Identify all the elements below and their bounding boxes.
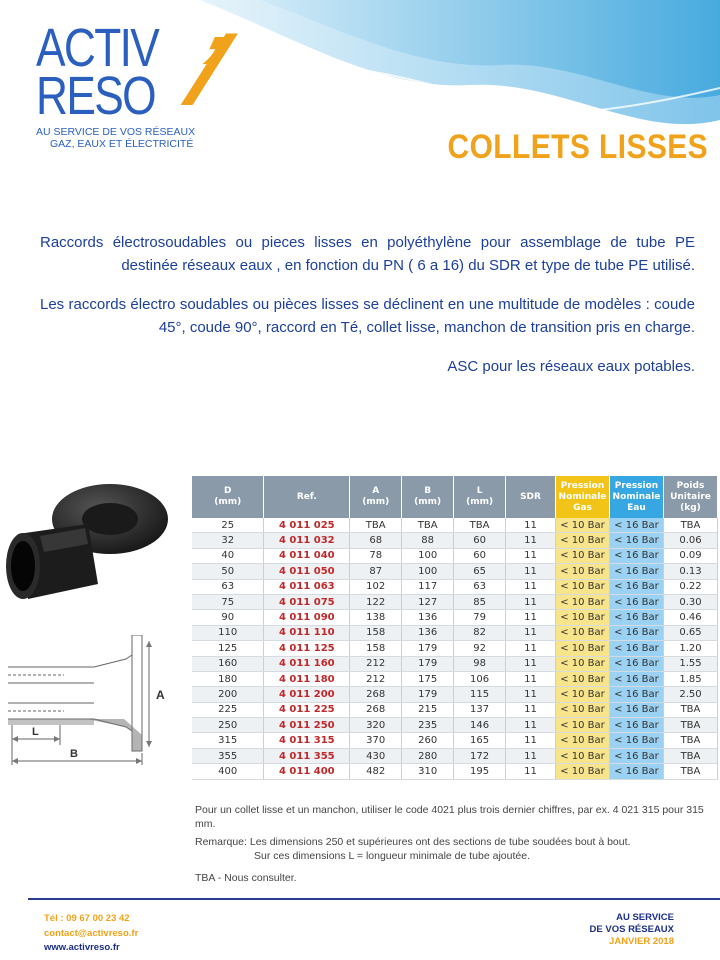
cell-l: TBA [454, 518, 506, 533]
cell-ref: 4 011 355 [264, 748, 350, 763]
cell-d: 355 [192, 748, 264, 763]
cell-l: 85 [454, 594, 506, 609]
cell-ref: 4 011 075 [264, 594, 350, 609]
cell-a: 482 [350, 764, 402, 779]
drawing-label-b: B [70, 748, 78, 760]
table-row [192, 733, 718, 748]
cell-poids: 0.22 [663, 579, 717, 594]
cell-poids: TBA [663, 748, 717, 763]
cell-a: 87 [350, 564, 402, 579]
cell-pression-eau: < 16 Bar [609, 656, 663, 671]
cell-l: 60 [454, 533, 506, 548]
cell-l: 98 [454, 656, 506, 671]
cell-pression-gas: < 10 Bar [555, 702, 609, 717]
cell-b: 136 [402, 625, 454, 640]
cell-b: 215 [402, 702, 454, 717]
header-d: D (mm) [192, 476, 264, 518]
cell-a: TBA [350, 518, 402, 533]
cell-ref: 4 011 063 [264, 579, 350, 594]
tagline [36, 126, 195, 150]
cell-ref: 4 011 050 [264, 564, 350, 579]
table-row [192, 764, 718, 779]
cell-pression-eau: < 16 Bar [609, 733, 663, 748]
cell-pression-eau: < 16 Bar [609, 564, 663, 579]
table-row [192, 702, 718, 717]
cell-poids: TBA [663, 718, 717, 733]
table-row [192, 594, 718, 609]
table-row [192, 610, 718, 625]
cell-poids: TBA [663, 518, 717, 533]
cell-l: 79 [454, 610, 506, 625]
cell-ref: 4 011 225 [264, 702, 350, 717]
table-row [192, 518, 718, 533]
cell-pression-gas: < 10 Bar [555, 610, 609, 625]
cell-a: 158 [350, 641, 402, 656]
cell-d: 32 [192, 533, 264, 548]
dimensions-table-container [192, 476, 718, 780]
table-row [192, 641, 718, 656]
cell-l: 137 [454, 702, 506, 717]
table-row [192, 564, 718, 579]
cell-b: 100 [402, 564, 454, 579]
header-pression-gas: Pression Nominale Gas [555, 476, 609, 518]
footer-date: JANVIER 2018 [609, 936, 674, 947]
cell-pression-gas: < 10 Bar [555, 748, 609, 763]
cell-sdr: 11 [506, 718, 556, 733]
cell-l: 146 [454, 718, 506, 733]
cell-ref: 4 011 160 [264, 656, 350, 671]
cell-sdr: 11 [506, 533, 556, 548]
table-row [192, 687, 718, 702]
cell-d: 25 [192, 518, 264, 533]
drawing-label-l: L [32, 726, 39, 738]
intro-paragraph-2: Les raccords électro soudables ou pièces lisses se déclinent en une multitude de modèles : coude 45°, coude 90°, raccord en Té, collet lisse, manchon de transition pris en charge. [40, 296, 695, 336]
note-tba: TBA - Nous consulter. [195, 872, 297, 884]
cell-pression-eau: < 16 Bar [609, 702, 663, 717]
cell-sdr: 11 [506, 594, 556, 609]
cell-sdr: 11 [506, 764, 556, 779]
cell-sdr: 11 [506, 518, 556, 533]
cell-pression-eau: < 16 Bar [609, 518, 663, 533]
cell-l: 195 [454, 764, 506, 779]
footer-contact [44, 912, 138, 956]
cell-a: 158 [350, 625, 402, 640]
header-l: L (mm) [454, 476, 506, 518]
table-row [192, 548, 718, 563]
cell-b: 127 [402, 594, 454, 609]
cell-a: 212 [350, 671, 402, 686]
cell-sdr: 11 [506, 702, 556, 717]
cell-b: 88 [402, 533, 454, 548]
cell-a: 268 [350, 702, 402, 717]
cell-d: 40 [192, 548, 264, 563]
cell-a: 268 [350, 687, 402, 702]
cell-l: 63 [454, 579, 506, 594]
cell-d: 160 [192, 656, 264, 671]
table-row [192, 533, 718, 548]
cell-d: 50 [192, 564, 264, 579]
cell-ref: 4 011 315 [264, 733, 350, 748]
logo-slashes: ’// [178, 17, 208, 124]
cell-poids: 0.13 [663, 564, 717, 579]
cell-d: 75 [192, 594, 264, 609]
cell-ref: 4 011 180 [264, 671, 350, 686]
note-remarque: Remarque: Les dimensions 250 et supérieures ont des sections de tube soudées bout à bout. [195, 836, 631, 848]
footer-service-line-2: DE VOS RÉSEAUX [589, 924, 674, 935]
cell-b: 310 [402, 764, 454, 779]
cell-l: 172 [454, 748, 506, 763]
cell-sdr: 11 [506, 733, 556, 748]
cell-d: 225 [192, 702, 264, 717]
cell-sdr: 11 [506, 748, 556, 763]
cell-pression-gas: < 10 Bar [555, 687, 609, 702]
cell-sdr: 11 [506, 687, 556, 702]
footer-service [590, 912, 674, 948]
cell-a: 122 [350, 594, 402, 609]
cell-ref: 4 011 032 [264, 533, 350, 548]
cell-l: 82 [454, 625, 506, 640]
table-row [192, 625, 718, 640]
cell-sdr: 11 [506, 579, 556, 594]
cell-l: 115 [454, 687, 506, 702]
cell-pression-gas: < 10 Bar [555, 656, 609, 671]
cell-ref: 4 011 090 [264, 610, 350, 625]
cell-poids: TBA [663, 702, 717, 717]
cell-a: 138 [350, 610, 402, 625]
cell-poids: 0.46 [663, 610, 717, 625]
header-sdr: SDR [506, 476, 556, 518]
cell-poids: 1.55 [663, 656, 717, 671]
cell-b: TBA [402, 518, 454, 533]
cell-d: 400 [192, 764, 264, 779]
cell-pression-eau: < 16 Bar [609, 641, 663, 656]
logo-word-activ: ACTIV [36, 18, 159, 78]
cell-sdr: 11 [506, 548, 556, 563]
cell-pression-gas: < 10 Bar [555, 764, 609, 779]
table-header-row [192, 476, 718, 518]
cell-sdr: 11 [506, 610, 556, 625]
cell-sdr: 11 [506, 564, 556, 579]
cell-pression-eau: < 16 Bar [609, 748, 663, 763]
cell-a: 78 [350, 548, 402, 563]
cell-d: 125 [192, 641, 264, 656]
cell-b: 175 [402, 671, 454, 686]
cell-pression-gas: < 10 Bar [555, 594, 609, 609]
cell-pression-eau: < 16 Bar [609, 533, 663, 548]
cell-a: 370 [350, 733, 402, 748]
cell-sdr: 11 [506, 656, 556, 671]
cell-pression-gas: < 10 Bar [555, 533, 609, 548]
cell-pression-gas: < 10 Bar [555, 564, 609, 579]
cell-poids: 2.50 [663, 687, 717, 702]
cell-poids: 0.30 [663, 594, 717, 609]
cell-b: 136 [402, 610, 454, 625]
cell-pression-eau: < 16 Bar [609, 594, 663, 609]
cell-pression-gas: < 10 Bar [555, 671, 609, 686]
intro-text [40, 231, 695, 394]
cell-l: 106 [454, 671, 506, 686]
cell-d: 250 [192, 718, 264, 733]
cell-poids: 1.85 [663, 671, 717, 686]
cell-d: 180 [192, 671, 264, 686]
cell-a: 430 [350, 748, 402, 763]
cell-poids: 0.65 [663, 625, 717, 640]
cell-pression-gas: < 10 Bar [555, 548, 609, 563]
technical-drawing [4, 635, 178, 770]
cell-d: 90 [192, 610, 264, 625]
cell-d: 63 [192, 579, 264, 594]
table-body [192, 518, 718, 779]
table-row [192, 718, 718, 733]
tagline-line-1: AU SERVICE DE VOS RÉSEAUX [36, 126, 196, 138]
cell-l: 92 [454, 641, 506, 656]
cell-pression-gas: < 10 Bar [555, 718, 609, 733]
cell-pression-eau: < 16 Bar [609, 548, 663, 563]
tagline-line-2: GAZ, EAUX ET ÉLECTRICITÉ [50, 138, 194, 150]
cell-ref: 4 011 025 [264, 518, 350, 533]
cell-pression-eau: < 16 Bar [609, 610, 663, 625]
cell-ref: 4 011 040 [264, 548, 350, 563]
footer-phone: Tél : 09 67 00 23 42 [44, 913, 130, 924]
cell-poids: 0.06 [663, 533, 717, 548]
cell-b: 117 [402, 579, 454, 594]
cell-poids: 1.20 [663, 641, 717, 656]
cell-sdr: 11 [506, 671, 556, 686]
cell-b: 235 [402, 718, 454, 733]
cell-b: 280 [402, 748, 454, 763]
cell-b: 260 [402, 733, 454, 748]
footer-email-link[interactable]: contact@activreso.fr [44, 927, 139, 939]
cell-a: 320 [350, 718, 402, 733]
cell-ref: 4 011 200 [264, 687, 350, 702]
cell-b: 179 [402, 656, 454, 671]
cell-l: 65 [454, 564, 506, 579]
cell-pression-eau: < 16 Bar [609, 764, 663, 779]
header-poids: Poids Unitaire (kg) [663, 476, 717, 518]
cell-pression-gas: < 10 Bar [555, 733, 609, 748]
cell-d: 315 [192, 733, 264, 748]
logo-word-reso: RESO [36, 66, 155, 126]
cell-l: 60 [454, 548, 506, 563]
cell-ref: 4 011 110 [264, 625, 350, 640]
table-row [192, 656, 718, 671]
cell-pression-gas: < 10 Bar [555, 641, 609, 656]
table-row [192, 579, 718, 594]
company-logo [36, 17, 208, 126]
cell-pression-eau: < 16 Bar [609, 579, 663, 594]
cell-a: 68 [350, 533, 402, 548]
dimensions-table [192, 476, 718, 780]
table-row [192, 748, 718, 763]
cell-sdr: 11 [506, 641, 556, 656]
footer-website-link[interactable]: www.activreso.fr [44, 942, 120, 953]
cell-ref: 4 011 250 [264, 718, 350, 733]
table-notes [195, 803, 720, 889]
header-b: B (mm) [402, 476, 454, 518]
note-code: Pour un collet lisse et un manchon, utiliser le code 4021 plus trois dernier chiffres, par ex. 4 021 315 pour 315 mm. [195, 804, 704, 830]
cell-sdr: 11 [506, 625, 556, 640]
header-ref: Ref. [264, 476, 350, 518]
cell-d: 110 [192, 625, 264, 640]
cell-b: 179 [402, 641, 454, 656]
cell-pression-gas: < 10 Bar [555, 579, 609, 594]
cell-pression-gas: < 10 Bar [555, 518, 609, 533]
cell-ref: 4 011 125 [264, 641, 350, 656]
drawing-label-a: A [156, 688, 165, 702]
note-remarque-detail: Sur ces dimensions L = longueur minimale de tube ajoutée. [254, 850, 530, 862]
cell-l: 165 [454, 733, 506, 748]
cell-b: 179 [402, 687, 454, 702]
page-title: COLLETS LISSES [447, 128, 708, 166]
table-row [192, 671, 718, 686]
intro-paragraph-1: Raccords électrosoudables ou pieces lisses en polyéthylène pour assemblage de tube PE destinée réseaux eaux , en fonction du PN ( 6 a 16) du SDR et type de tube PE utilisé. [40, 234, 695, 274]
cell-pression-eau: < 16 Bar [609, 718, 663, 733]
cell-poids: 0.09 [663, 548, 717, 563]
cell-pression-gas: < 10 Bar [555, 625, 609, 640]
cell-ref: 4 011 400 [264, 764, 350, 779]
footer-service-line-1: AU SERVICE [616, 912, 674, 923]
cell-pression-eau: < 16 Bar [609, 687, 663, 702]
cell-d: 200 [192, 687, 264, 702]
footer-divider [28, 898, 720, 900]
intro-paragraph-3: ASC pour les réseaux eaux potables. [447, 358, 695, 375]
header-a: A (mm) [350, 476, 402, 518]
cell-poids: TBA [663, 764, 717, 779]
cell-a: 212 [350, 656, 402, 671]
cell-b: 100 [402, 548, 454, 563]
cell-a: 102 [350, 579, 402, 594]
cell-pression-eau: < 16 Bar [609, 625, 663, 640]
cell-pression-eau: < 16 Bar [609, 671, 663, 686]
header-pression-eau: Pression Nominale Eau [609, 476, 663, 518]
cell-poids: TBA [663, 733, 717, 748]
product-image [0, 474, 170, 614]
